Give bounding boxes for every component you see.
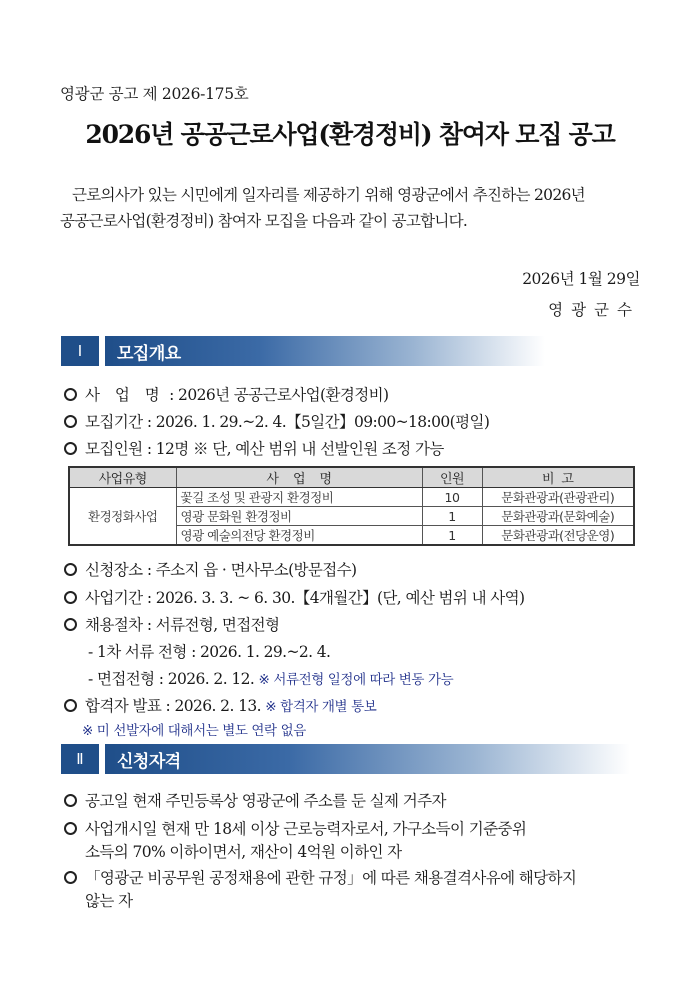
cell-name: 꽃길 조성 및 관광지 환경정비 xyxy=(176,488,422,507)
list-item-apply-place: 신청장소 : 주소지 읍 · 면사무소(방문접수) xyxy=(64,558,356,580)
eligibility-item-residency: 공고일 현재 주민등록상 영광군에 주소를 둔 실제 거주자 xyxy=(64,790,446,813)
step-interview: - 면접전형 : 2026. 2. 12. ※ 서류전형 일정에 따라 변동 가능 xyxy=(88,670,454,688)
list-item-recruit-count: 모집인원 : 12명 ※ 단, 예산 범위 내 선발인원 조정 가능 xyxy=(64,437,444,459)
page-title: 2026년 공공근로사업(환경정비) 참여자 모집 공고 xyxy=(85,120,615,149)
intro-line-1: 근로의사가 있는 시민에게 일자리를 제공하기 위해 영광군에서 추진하는 2026년 xyxy=(72,186,585,204)
circle-bullet-icon xyxy=(64,822,77,835)
cell-note: 문화관광과(전당운영) xyxy=(482,526,634,546)
col-header-type: 사업유형 xyxy=(69,467,176,488)
list-item-project-name: 사 업 명 : 2026년 공공근로사업(환경정비) xyxy=(64,383,388,405)
list-item-project-period: 사업기간 : 2026. 3. 3. ~ 6. 30.【4개월간】(단, 예산 범위 내 사역) xyxy=(64,586,524,608)
cell-count: 1 xyxy=(422,526,482,546)
col-header-name: 사 업 명 xyxy=(176,467,422,488)
non-selection-note: ※ 미 선발자에 대해서는 별도 연락 없음 xyxy=(82,723,306,739)
circle-bullet-icon xyxy=(64,591,77,604)
jobs-table xyxy=(68,466,635,546)
cell-type: 환경정화사업 xyxy=(69,488,176,546)
cell-note: 문화관광과(관광관리) xyxy=(482,488,634,507)
intro-paragraph xyxy=(60,182,660,234)
eligibility-item-age-income: 사업개시일 현재 만 18세 이상 근로능력자로서, 가구소득이 기준중위 소득의 70% 이하이면서, 재산이 4억원 이하인 자 xyxy=(64,818,526,864)
section-title: 신청자격 xyxy=(105,744,630,774)
section-number: Ⅱ xyxy=(61,744,99,774)
interview-note: ※ 서류전형 일정에 따라 변동 가능 xyxy=(258,672,454,688)
circle-bullet-icon xyxy=(64,415,77,428)
table-header-row xyxy=(69,467,634,488)
circle-bullet-icon xyxy=(64,618,77,631)
circle-bullet-icon xyxy=(64,699,77,712)
circle-bullet-icon xyxy=(64,388,77,401)
section-header-overview xyxy=(61,336,545,366)
issuer: 영광군수 xyxy=(548,301,640,319)
intro-line-2: 공공근로사업(환경정비) 참여자 모집을 다음과 같이 공고합니다. xyxy=(60,212,468,230)
cell-name: 영광 문화원 환경정비 xyxy=(176,507,422,526)
announcement-note: ※ 합격자 개별 통보 xyxy=(265,699,377,715)
cell-name: 영광 예술의전당 환경정비 xyxy=(176,526,422,546)
list-item-hiring-process: 채용절차 : 서류전형, 면접전형 xyxy=(64,613,279,635)
circle-bullet-icon xyxy=(64,442,77,455)
col-header-note: 비 고 xyxy=(482,467,634,488)
cell-count: 1 xyxy=(422,507,482,526)
cell-note: 문화관광과(문화예술) xyxy=(482,507,634,526)
section-number: Ⅰ xyxy=(61,336,99,366)
list-item-recruit-period: 모집기간 : 2026. 1. 29.~2. 4.【5일간】09:00~18:00(평일) xyxy=(64,410,489,432)
notice-number: 영광군 공고 제 2026-175호 xyxy=(60,85,249,103)
circle-bullet-icon xyxy=(64,794,77,807)
col-header-count: 인원 xyxy=(422,467,482,488)
step-document-screening: - 1차 서류 전형 : 2026. 1. 29.~2. 4. xyxy=(88,643,331,661)
circle-bullet-icon xyxy=(64,563,77,576)
eligibility-item-disqualification: 「영광군 비공무원 공정채용에 관한 규정」에 따른 채용결격사유에 해당하지 않는 자 xyxy=(64,867,576,913)
section-title: 모집개요 xyxy=(105,336,545,366)
section-header-eligibility xyxy=(61,744,630,774)
table-row xyxy=(69,488,634,507)
notice-date: 2026년 1월 29일 xyxy=(522,270,640,288)
circle-bullet-icon xyxy=(64,871,77,884)
cell-count: 10 xyxy=(422,488,482,507)
list-item-announcement: 합격자 발표 : 2026. 2. 13. ※ 합격자 개별 통보 xyxy=(64,694,376,716)
